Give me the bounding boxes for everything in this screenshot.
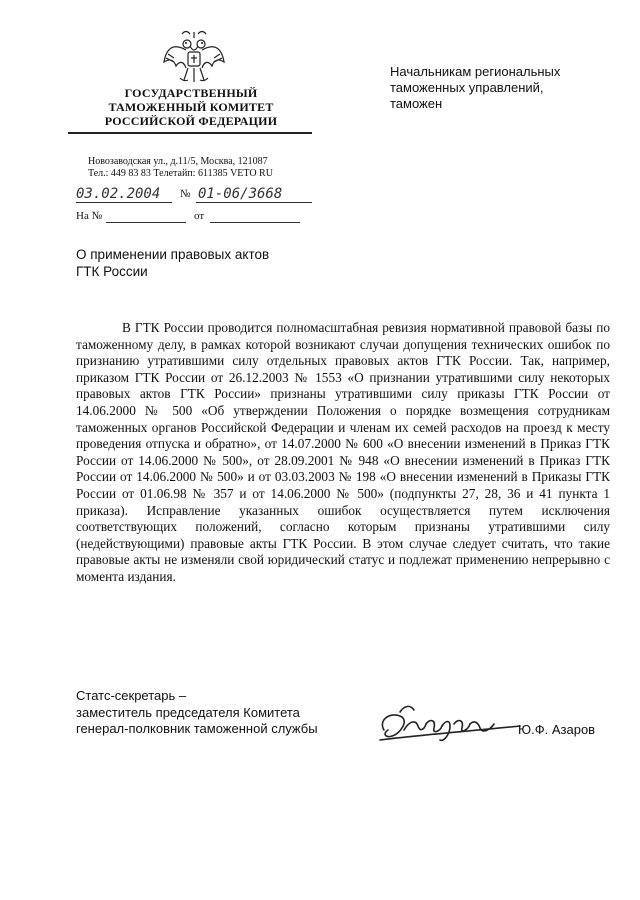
subject-line: О применении правовых актов xyxy=(76,247,270,262)
signer-title-line: заместитель председателя Комитета xyxy=(76,704,300,720)
handwritten-signature xyxy=(370,690,530,760)
reference-date-blank xyxy=(210,222,300,223)
header-divider xyxy=(68,132,312,134)
reference-number-blank xyxy=(106,222,186,223)
handwritten-number: 01-06/3668 xyxy=(198,186,283,202)
organization-name xyxy=(76,86,306,128)
reference-number-label: На № xyxy=(76,210,103,222)
registration-line xyxy=(76,186,316,204)
signer-title-line: Статс-секретарь – xyxy=(76,688,187,703)
russian-coat-of-arms-icon xyxy=(160,28,228,86)
recipient-line: таможен xyxy=(390,96,443,111)
organization-line: ГОСУДАРСТВЕННЫЙ xyxy=(124,86,258,100)
signer-title xyxy=(76,688,376,738)
address-block xyxy=(88,156,273,180)
date-underline xyxy=(76,202,172,203)
address-line: Новозаводская ул., д.11/5, Москва, 121087 xyxy=(88,156,268,167)
reference-line xyxy=(76,210,316,226)
subject-line: ГТК России xyxy=(76,264,148,279)
handwritten-date: 03.02.2004 xyxy=(76,186,161,202)
number-label: № xyxy=(180,188,191,200)
recipient-line: таможенных управлений, xyxy=(390,80,544,95)
signer-title-line: генерал-полковник таможенной службы xyxy=(76,721,318,736)
signer-name: Ю.Ф. Азаров xyxy=(518,722,596,737)
organization-line: ТАМОЖЕННЫЙ КОМИТЕТ xyxy=(108,100,274,114)
contact-line: Тел.: 449 83 83 Телетайп: 611385 VETO RU xyxy=(88,168,273,179)
subject-block xyxy=(76,246,316,280)
recipient-line: Начальникам региональных xyxy=(390,64,561,79)
number-underline xyxy=(196,202,312,203)
recipient-block xyxy=(390,64,610,112)
organization-line: РОССИЙСКОЙ ФЕДЕРАЦИИ xyxy=(104,114,278,128)
letter-body: В ГТК России проводится полномасштабная ревизия нормативной правовой базы по таможенному делу, в рамках которой возникают случаи допущения технических ошибок по признанию утратившими силу отдельных правовых актов ГТК России. Так, например, приказом ГТК России от 26.12.2003 № 1553 «О признании утратившими силу некоторых правовых актов ГТК России» признаны утратившими силу приказы ГТК России от 14.06.2000 № 500 «Об утверждении Положения о порядке возмещения сотрудникам таможенных органов Российской Федерации и членам их семей расходов на проезд к месту проведения отпуска и обратно», от 14.07.2000 № 600 «О внесении изменений в Приказ ГТК России от 14.06.2000 № 500», от 28.09.2001 № 948 «О внесении изменений в Приказ ГТК России от 14.06.2000 № 500» и от 03.03.2003 № 198 «О внесении изменений в Приказы ГТК России от 01.06.98 № 357 и от 14.06.2000 № 500» (подпункты 27, 28, 36 и 41 пункта 1 приказа). Исправление указанных ошибок осуществляется путем исключения соответствующих положений, согласно которым признаны утратившими силу (недействующими) правовые акты ГТК России. В этом случае следует считать, что такие правовые акты не изменяли свой юридический статус и подлежат применению непрерывно с момента издания. xyxy=(76,320,610,584)
reference-date-label: от xyxy=(194,210,205,222)
